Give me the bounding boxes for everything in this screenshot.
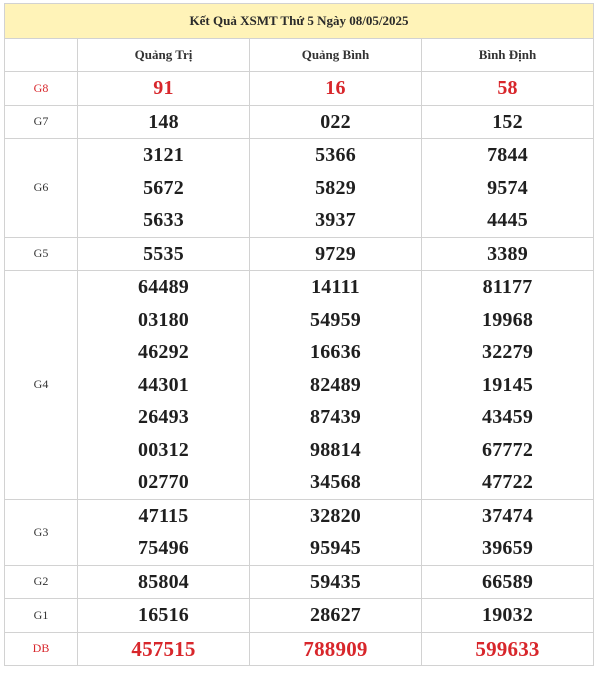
prize-number: 4445 — [487, 209, 528, 231]
prize-number: 16636 — [310, 341, 361, 363]
prize-label: G1 — [5, 599, 78, 633]
prize-cell — [78, 271, 250, 500]
prize-cell — [422, 237, 594, 271]
prize-number: 152 — [492, 110, 523, 133]
prize-number: 5535 — [143, 242, 184, 265]
prize-cell — [422, 499, 594, 565]
prize-number: 7844 — [487, 144, 528, 166]
prize-number: 43459 — [482, 406, 534, 428]
prize-label: G8 — [5, 72, 78, 106]
prize-label: G2 — [5, 565, 78, 599]
prize-number: 47115 — [138, 504, 189, 527]
prize-row — [5, 237, 594, 271]
prize-cell — [422, 105, 594, 139]
prize-number: 34568 — [310, 471, 361, 493]
prize-cell — [250, 237, 422, 271]
prize-number: 59435 — [310, 570, 361, 593]
prize-cell — [422, 72, 594, 106]
prize-cell — [78, 105, 250, 139]
prize-number: 54959 — [310, 308, 361, 331]
prize-row — [5, 271, 594, 500]
prize-label: G3 — [5, 499, 78, 565]
prize-row — [5, 565, 594, 599]
prize-label: G7 — [5, 105, 78, 139]
province-header-row — [5, 39, 594, 72]
prize-cell — [422, 565, 594, 599]
prize-number: 599633 — [475, 636, 540, 661]
prize-number: 02770 — [138, 471, 189, 493]
prize-cell — [250, 72, 422, 106]
prize-cell — [422, 271, 594, 500]
prize-cell — [78, 237, 250, 271]
prize-number: 19145 — [482, 373, 534, 396]
table-title: Kết Quả XSMT Thứ 5 Ngày 08/05/2025 — [5, 4, 594, 39]
prize-cell — [78, 599, 250, 633]
prize-number: 98814 — [310, 438, 361, 461]
prize-label: DB — [5, 632, 78, 666]
prize-number: 03180 — [138, 308, 189, 331]
prize-cell — [250, 599, 422, 633]
prize-number: 5829 — [315, 176, 356, 199]
lottery-results-table — [4, 3, 594, 666]
prize-number: 16516 — [138, 604, 189, 626]
prize-number: 28627 — [310, 604, 361, 626]
province-header: Bình Định — [422, 39, 594, 72]
prize-number: 95945 — [310, 537, 361, 559]
prize-cell — [250, 632, 422, 666]
prize-cell — [78, 499, 250, 565]
prize-number: 00312 — [138, 438, 189, 461]
prize-number: 64489 — [138, 276, 189, 298]
prize-row — [5, 105, 594, 139]
prize-number: 457515 — [131, 636, 196, 661]
prize-number: 5366 — [315, 144, 356, 166]
prize-number: 66589 — [482, 570, 534, 593]
prize-cell — [422, 139, 594, 238]
prize-number: 5672 — [143, 176, 184, 199]
prize-row — [5, 72, 594, 106]
prize-number: 39659 — [482, 537, 534, 559]
province-header: Quảng Bình — [250, 39, 422, 72]
prize-number: 81177 — [482, 276, 533, 298]
prize-number: 022 — [320, 110, 351, 133]
prize-number: 14111 — [311, 276, 360, 298]
province-header: Quảng Trị — [78, 39, 250, 72]
prize-number: 46292 — [138, 341, 189, 363]
prize-number: 82489 — [310, 373, 361, 396]
prize-cell — [422, 632, 594, 666]
prize-number: 37474 — [482, 504, 534, 527]
header-empty-cell — [5, 39, 78, 72]
prize-row — [5, 599, 594, 633]
prize-number: 58 — [497, 77, 518, 99]
prize-cell — [250, 139, 422, 238]
prize-rows — [5, 72, 594, 666]
prize-number: 148 — [148, 110, 179, 133]
prize-number: 9729 — [315, 242, 356, 265]
prize-cell — [78, 139, 250, 238]
prize-label: G5 — [5, 237, 78, 271]
prize-cell — [422, 599, 594, 633]
prize-cell — [78, 565, 250, 599]
prize-number: 19032 — [482, 604, 534, 626]
prize-number: 67772 — [482, 438, 534, 461]
prize-row — [5, 499, 594, 565]
prize-number: 47722 — [482, 471, 534, 493]
prize-label: G6 — [5, 139, 78, 238]
prize-number: 9574 — [487, 176, 528, 199]
prize-label: G4 — [5, 271, 78, 500]
prize-number: 26493 — [138, 406, 189, 428]
prize-number: 3937 — [315, 209, 356, 231]
results-wrapper — [4, 3, 593, 666]
prize-cell — [78, 632, 250, 666]
prize-cell — [78, 72, 250, 106]
prize-number: 5633 — [143, 209, 184, 231]
prize-cell — [250, 105, 422, 139]
prize-number: 788909 — [303, 636, 368, 661]
prize-row — [5, 632, 594, 666]
prize-number: 87439 — [310, 406, 361, 428]
prize-number: 16 — [325, 77, 346, 99]
prize-number: 75496 — [138, 537, 189, 559]
prize-number: 19968 — [482, 308, 534, 331]
prize-cell — [250, 565, 422, 599]
prize-number: 3121 — [143, 144, 184, 166]
prize-number: 91 — [153, 77, 174, 99]
prize-number: 44301 — [138, 373, 189, 396]
prize-cell — [250, 499, 422, 565]
prize-cell — [250, 271, 422, 500]
prize-number: 32279 — [482, 341, 534, 363]
prize-number: 85804 — [138, 570, 189, 593]
prize-number: 3389 — [487, 242, 528, 265]
prize-number: 32820 — [310, 504, 361, 527]
title-row — [5, 4, 594, 39]
prize-row — [5, 139, 594, 238]
